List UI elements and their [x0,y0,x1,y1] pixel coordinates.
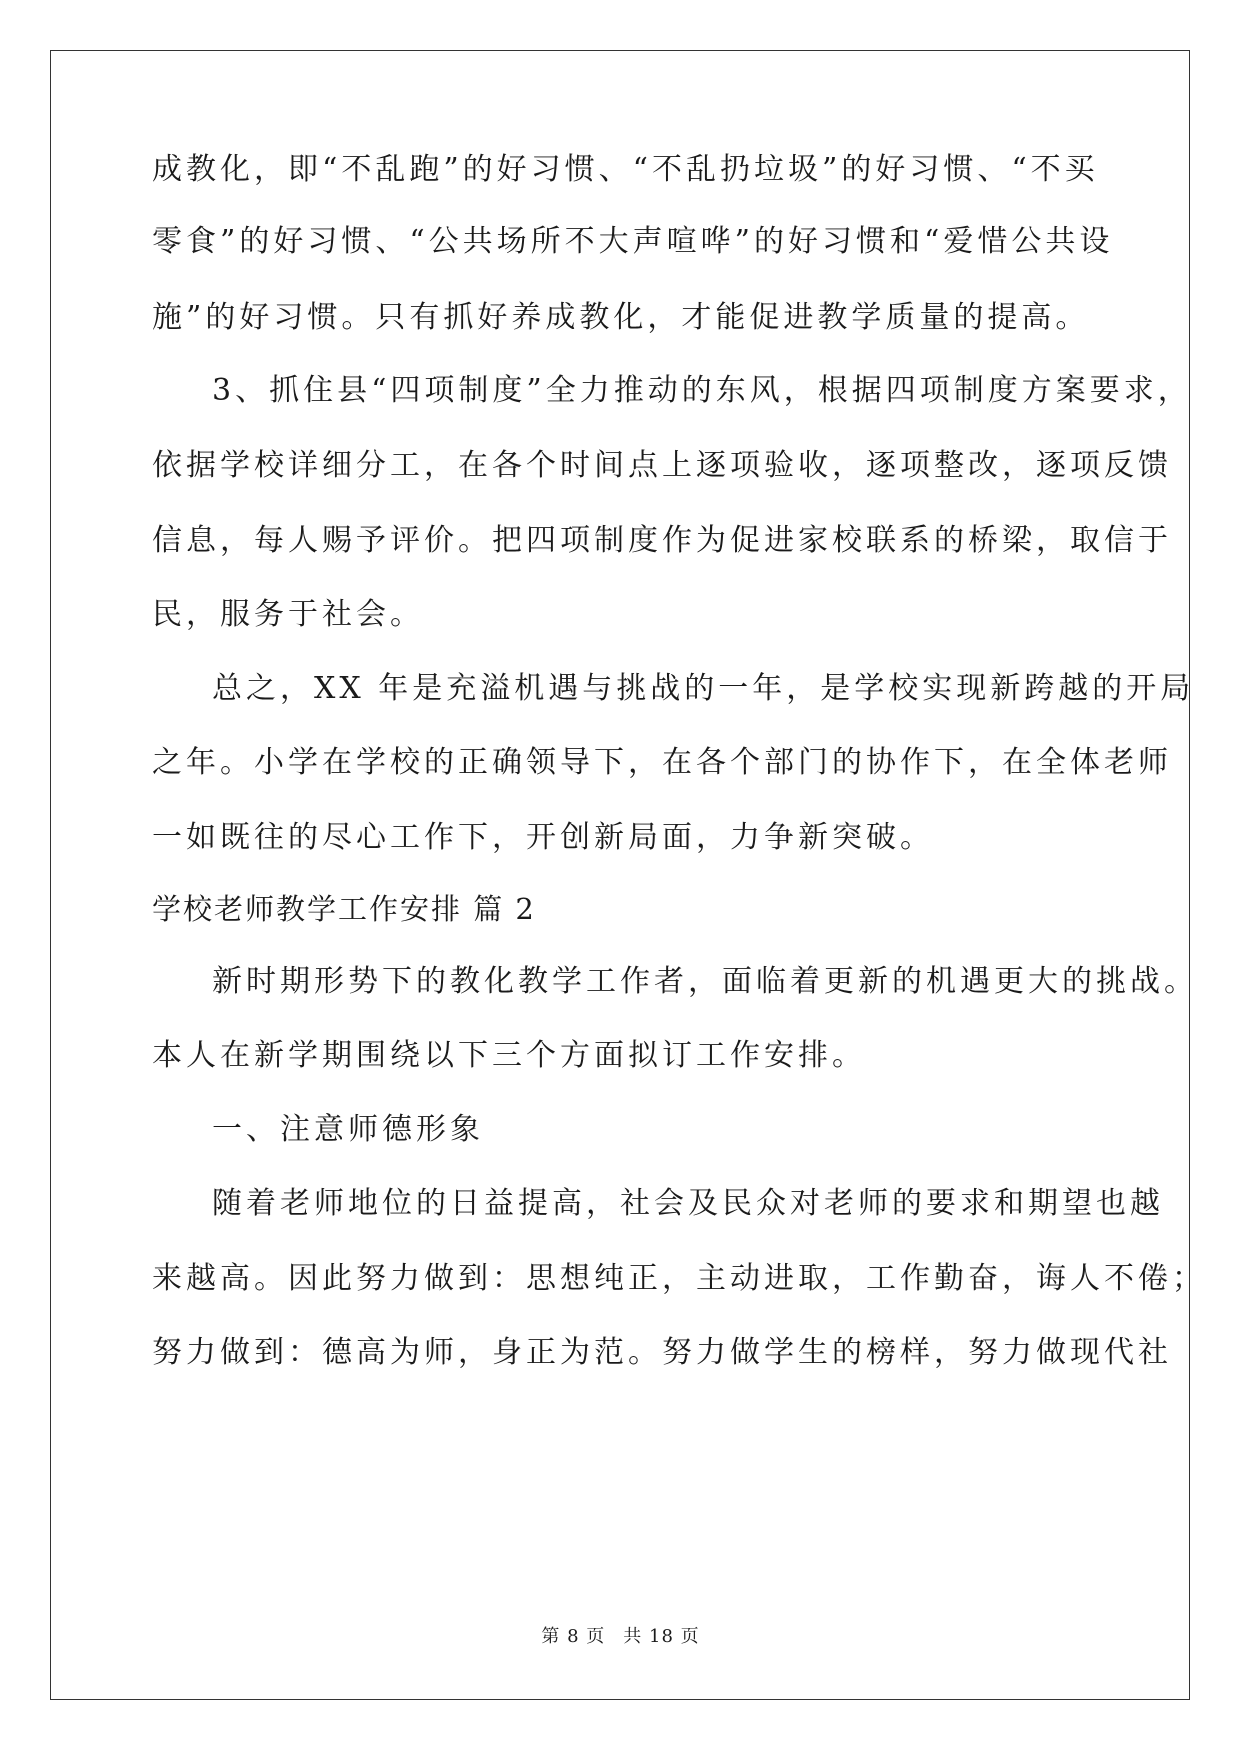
section-heading: 学校老师教学工作安排 篇 2 [152,892,536,926]
body-line: 新时期形势下的教化教学工作者，面临着更新的机遇更大的挑战。 [212,964,1198,999]
sub-heading: 一、注意师德形象 [212,1112,484,1147]
body-line: 民，服务于社会。 [152,597,424,632]
body-line: 成教化，即“不乱跑”的好习惯、“不乱扔垃圾”的好习惯、“不买 [152,152,1099,187]
body-line: 依据学校详细分工，在各个时间点上逐项验收，逐项整改，逐项反馈 [152,448,1172,483]
body-line: 一如既往的尽心工作下，开创新局面，力争新突破。 [152,820,934,855]
body-line: 信息，每人赐予评价。把四项制度作为促进家校联系的桥梁，取信于 [152,523,1172,558]
page-number: 第 8 页 [541,1626,606,1647]
body-line: 随着老师地位的日益提高，社会及民众对老师的要求和期望也越 [212,1186,1164,1221]
body-line: 来越高。因此努力做到：思想纯正，主动进取，工作勤奋，诲人不倦； [152,1261,1206,1296]
body-line: 零食”的好习惯、“公共场所不大声喧哗”的好习惯和“爱惜公共设 [152,224,1114,259]
page-footer [0,1625,1241,1649]
page-total: 共 18 页 [623,1626,700,1647]
body-line: 努力做到：德高为师，身正为范。努力做学生的榜样，努力做现代社 [152,1335,1172,1370]
body-line: 3、抓住县“四项制度”全力推动的东风，根据四项制度方案要求， [212,373,1192,408]
body-line: 之年。小学在学校的正确领导下，在各个部门的协作下，在全体老师 [152,745,1172,780]
body-line: 施”的好习惯。只有抓好养成教化，才能促进教学质量的提高。 [152,300,1090,335]
body-line: 总之，XX 年是充溢机遇与挑战的一年，是学校实现新跨越的开局 [212,671,1195,706]
body-line: 本人在新学期围绕以下三个方面拟订工作安排。 [152,1038,866,1073]
